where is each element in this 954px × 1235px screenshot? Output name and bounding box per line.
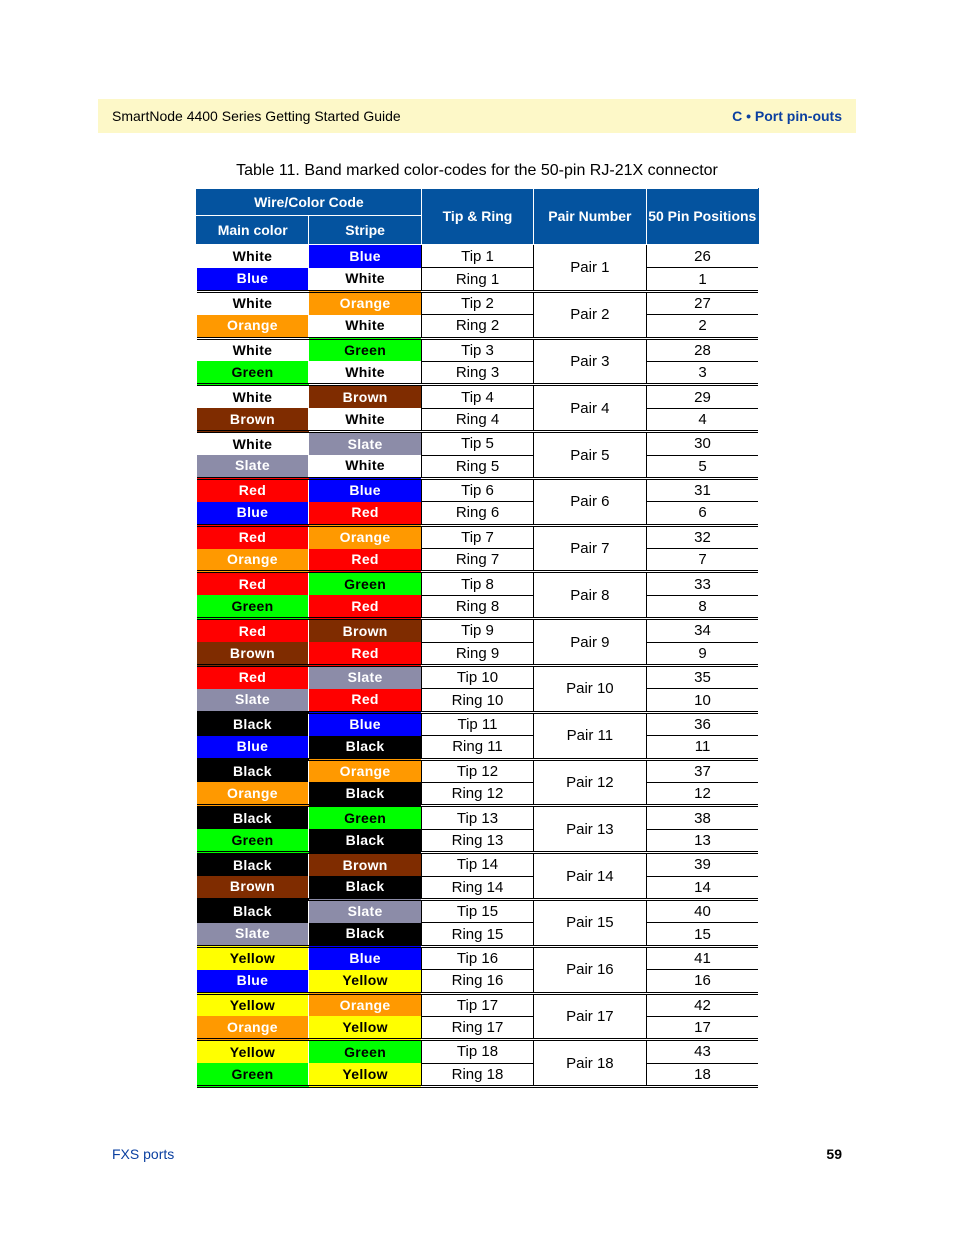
main-color-cell: Red [197,478,309,501]
pair-number-cell: Pair 11 [534,712,646,759]
pin-position-cell: 41 [646,946,758,969]
table-row [197,689,759,712]
stripe-color-cell: Red [309,689,421,712]
tip-ring-cell: Tip 18 [421,1040,533,1063]
main-color-cell: Black [197,853,309,876]
pair-number-cell: Pair 18 [534,1040,646,1087]
table-row [197,712,759,735]
tip-ring-cell: Tip 16 [421,946,533,969]
running-header [98,99,856,133]
tip-ring-cell: Tip 1 [421,245,533,268]
stripe-color-cell: Green [309,806,421,829]
tip-ring-cell: Ring 14 [421,876,533,899]
pin-position-cell: 36 [646,712,758,735]
table-row [197,455,759,478]
stripe-color-cell: Brown [309,385,421,408]
main-color-cell: Blue [197,970,309,993]
tip-ring-cell: Ring 6 [421,502,533,525]
pin-position-cell: 5 [646,455,758,478]
table-row [197,759,759,782]
pair-number-cell: Pair 15 [534,899,646,946]
tip-ring-cell: Ring 16 [421,970,533,993]
stripe-color-cell: Black [309,923,421,946]
pair-number-cell: Pair 13 [534,806,646,853]
tip-ring-cell: Tip 6 [421,478,533,501]
main-color-cell: Black [197,712,309,735]
pin-position-cell: 35 [646,666,758,689]
stripe-header: Stripe [309,216,421,245]
stripe-color-cell: Slate [309,432,421,455]
tip-ring-cell: Ring 3 [421,361,533,384]
tip-ring-cell: Tip 2 [421,291,533,314]
pinout-table [196,188,759,1088]
tip-ring-cell: Ring 18 [421,1063,533,1086]
main-color-cell: Orange [197,1016,309,1039]
stripe-color-cell: Blue [309,946,421,969]
stripe-color-cell: White [309,408,421,431]
pin-position-cell: 28 [646,338,758,361]
tip-ring-cell: Tip 12 [421,759,533,782]
main-color-cell: Brown [197,642,309,665]
stripe-color-cell: Slate [309,899,421,922]
pin-position-cell: 33 [646,572,758,595]
pin-position-cell: 38 [646,806,758,829]
pair-number-cell: Pair 6 [534,478,646,525]
section-title: C • Port pin-outs [732,108,842,124]
main-color-cell: Orange [197,549,309,572]
table-row [197,595,759,618]
pin-position-cell: 26 [646,245,758,268]
table-row [197,361,759,384]
table-row [197,782,759,805]
main-color-cell: Blue [197,736,309,759]
main-color-cell: Black [197,806,309,829]
table-row [197,572,759,595]
tip-ring-header: Tip & Ring [421,189,533,245]
table-row [197,899,759,922]
main-color-cell: White [197,338,309,361]
pair-number-cell: Pair 1 [534,245,646,292]
table-row [197,736,759,759]
pin-position-cell: 17 [646,1016,758,1039]
tip-ring-cell: Tip 15 [421,899,533,922]
pin-position-cell: 34 [646,619,758,642]
main-color-cell: Green [197,595,309,618]
tip-ring-cell: Tip 5 [421,432,533,455]
table-row [197,806,759,829]
pair-number-cell: Pair 17 [534,993,646,1040]
tip-ring-cell: Ring 2 [421,315,533,338]
stripe-color-cell: Yellow [309,1063,421,1086]
tip-ring-cell: Tip 17 [421,993,533,1016]
table-row [197,993,759,1016]
tip-ring-cell: Ring 4 [421,408,533,431]
main-color-cell: Black [197,759,309,782]
pinout-table-body [197,245,759,1087]
stripe-color-cell: Red [309,549,421,572]
pair-number-header: Pair Number [534,189,646,245]
stripe-color-cell: Green [309,572,421,595]
tip-ring-cell: Ring 10 [421,689,533,712]
table-row [197,946,759,969]
table-row [197,549,759,572]
stripe-color-cell: Green [309,338,421,361]
main-color-cell: Brown [197,876,309,899]
stripe-color-cell: Brown [309,619,421,642]
stripe-color-cell: Orange [309,525,421,548]
pin-position-cell: 16 [646,970,758,993]
pin-position-cell: 9 [646,642,758,665]
table-row [197,970,759,993]
pin-position-cell: 7 [646,549,758,572]
tip-ring-cell: Tip 13 [421,806,533,829]
pair-number-cell: Pair 2 [534,291,646,338]
pair-number-cell: Pair 12 [534,759,646,806]
main-color-cell: Green [197,829,309,852]
table-row [197,642,759,665]
stripe-color-cell: Orange [309,759,421,782]
main-color-cell: Yellow [197,1040,309,1063]
stripe-color-cell: Yellow [309,970,421,993]
table-row [197,338,759,361]
pair-number-cell: Pair 4 [534,385,646,432]
stripe-color-cell: Yellow [309,1016,421,1039]
stripe-color-cell: Blue [309,245,421,268]
tip-ring-cell: Ring 1 [421,268,533,291]
main-color-cell: Red [197,525,309,548]
stripe-color-cell: Black [309,782,421,805]
pair-number-cell: Pair 7 [534,525,646,572]
tip-ring-cell: Tip 7 [421,525,533,548]
main-color-cell: White [197,385,309,408]
stripe-color-cell: Black [309,829,421,852]
pin-position-cell: 30 [646,432,758,455]
table-row [197,502,759,525]
table-row [197,876,759,899]
pair-number-cell: Pair 16 [534,946,646,993]
pin-position-cell: 13 [646,829,758,852]
pair-number-cell: Pair 5 [534,432,646,479]
stripe-color-cell: White [309,361,421,384]
pin-position-cell: 6 [646,502,758,525]
pin-position-cell: 4 [646,408,758,431]
main-color-cell: Green [197,361,309,384]
tip-ring-cell: Tip 4 [421,385,533,408]
table-row [197,478,759,501]
tip-ring-cell: Ring 7 [421,549,533,572]
main-color-cell: Yellow [197,993,309,1016]
main-color-cell: Orange [197,315,309,338]
tip-ring-cell: Tip 10 [421,666,533,689]
tip-ring-cell: Tip 3 [421,338,533,361]
pin-position-cell: 31 [646,478,758,501]
pin-position-cell: 11 [646,736,758,759]
pin-position-cell: 42 [646,993,758,1016]
pin-position-cell: 8 [646,595,758,618]
guide-title: SmartNode 4400 Series Getting Started Guide [112,108,401,124]
pin-position-cell: 29 [646,385,758,408]
stripe-color-cell: Brown [309,853,421,876]
table-row [197,666,759,689]
main-color-cell: Orange [197,782,309,805]
pair-number-cell: Pair 10 [534,666,646,713]
pin-position-cell: 43 [646,1040,758,1063]
table-row [197,829,759,852]
pin-position-cell: 14 [646,876,758,899]
pin-position-cell: 12 [646,782,758,805]
pair-number-cell: Pair 14 [534,853,646,900]
stripe-color-cell: White [309,268,421,291]
pin-position-cell: 15 [646,923,758,946]
pin-position-cell: 37 [646,759,758,782]
tip-ring-cell: Ring 12 [421,782,533,805]
main-color-cell: Slate [197,923,309,946]
stripe-color-cell: Orange [309,291,421,314]
table-row [197,408,759,431]
pin-position-cell: 3 [646,361,758,384]
table-row [197,525,759,548]
table-row [197,432,759,455]
table-row [197,853,759,876]
pin-position-cell: 40 [646,899,758,922]
stripe-color-cell: Red [309,502,421,525]
table-row [197,619,759,642]
tip-ring-cell: Ring 9 [421,642,533,665]
table-row [197,1040,759,1063]
table-row [197,315,759,338]
pin-position-cell: 1 [646,268,758,291]
table-row [197,923,759,946]
table-caption: Table 11. Band marked color-codes for the 50-pin RJ-21X connector [236,162,718,179]
stripe-color-cell: Green [309,1040,421,1063]
main-color-cell: Slate [197,455,309,478]
table-row [197,1016,759,1039]
pin-position-cell: 10 [646,689,758,712]
pin-position-cell: 27 [646,291,758,314]
main-color-cell: Red [197,619,309,642]
main-color-cell: White [197,245,309,268]
footer-section: FXS ports [112,1146,175,1162]
main-color-cell: Yellow [197,946,309,969]
tip-ring-cell: Tip 8 [421,572,533,595]
stripe-color-cell: Slate [309,666,421,689]
stripe-color-cell: White [309,315,421,338]
pin-positions-header: 50 Pin Positions [646,189,758,245]
tip-ring-cell: Ring 13 [421,829,533,852]
main-color-header: Main color [197,216,309,245]
table-row [197,291,759,314]
main-color-cell: Red [197,666,309,689]
stripe-color-cell: Orange [309,993,421,1016]
main-color-cell: White [197,291,309,314]
main-color-cell: Brown [197,408,309,431]
pair-number-cell: Pair 8 [534,572,646,619]
tip-ring-cell: Tip 9 [421,619,533,642]
main-color-cell: Black [197,899,309,922]
pin-position-cell: 39 [646,853,758,876]
stripe-color-cell: Blue [309,478,421,501]
main-color-cell: Blue [197,268,309,291]
main-color-cell: White [197,432,309,455]
table-row [197,268,759,291]
wire-color-code-header: Wire/Color Code [197,189,422,216]
stripe-color-cell: Black [309,876,421,899]
table-row [197,385,759,408]
table-row [197,1063,759,1086]
stripe-color-cell: Blue [309,712,421,735]
main-color-cell: Green [197,1063,309,1086]
pin-position-cell: 18 [646,1063,758,1086]
stripe-color-cell: Red [309,642,421,665]
tip-ring-cell: Ring 11 [421,736,533,759]
tip-ring-cell: Ring 17 [421,1016,533,1039]
main-color-cell: Blue [197,502,309,525]
pair-number-cell: Pair 9 [534,619,646,666]
table-row [197,245,759,268]
pair-number-cell: Pair 3 [534,338,646,385]
tip-ring-cell: Tip 14 [421,853,533,876]
tip-ring-cell: Tip 11 [421,712,533,735]
tip-ring-cell: Ring 8 [421,595,533,618]
pin-position-cell: 32 [646,525,758,548]
main-color-cell: Slate [197,689,309,712]
tip-ring-cell: Ring 5 [421,455,533,478]
page-number: 59 [826,1146,842,1162]
stripe-color-cell: Black [309,736,421,759]
stripe-color-cell: Red [309,595,421,618]
main-color-cell: Red [197,572,309,595]
pin-position-cell: 2 [646,315,758,338]
tip-ring-cell: Ring 15 [421,923,533,946]
stripe-color-cell: White [309,455,421,478]
